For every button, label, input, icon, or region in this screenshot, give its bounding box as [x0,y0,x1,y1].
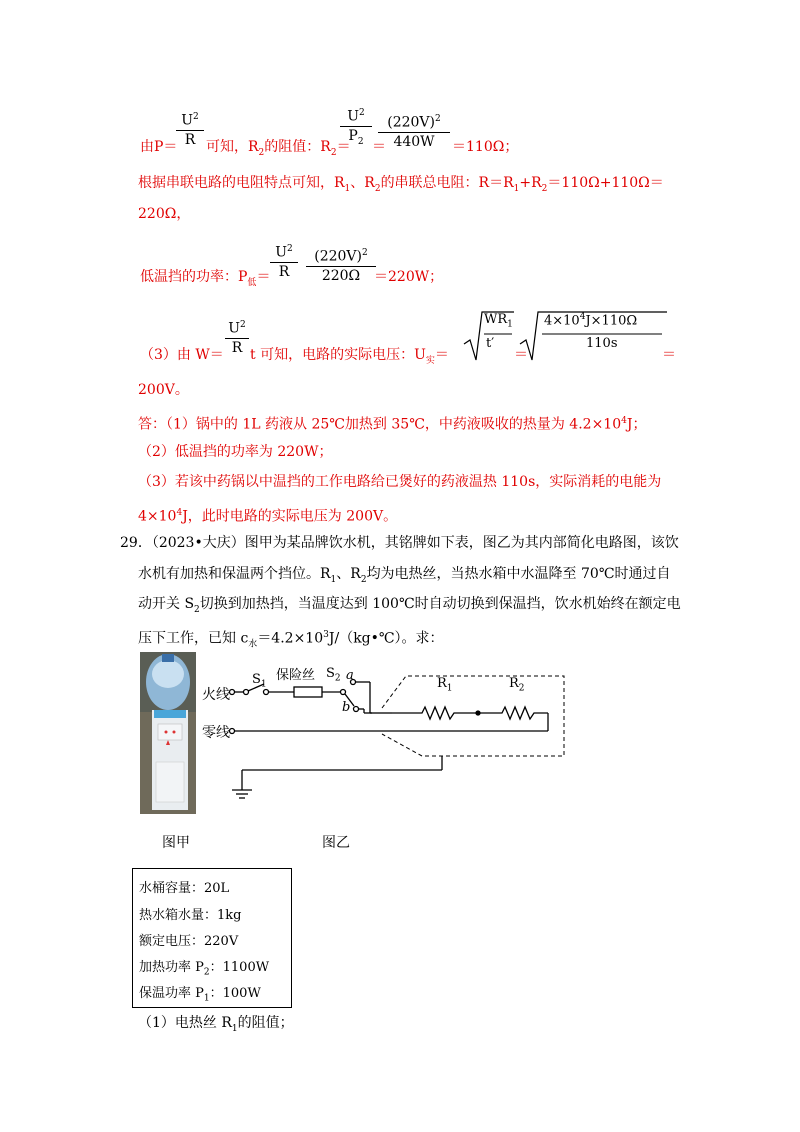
spec-row-heating-power: 加热功率 $P_2$：1100W [139,960,270,978]
sqrt1-numerator: $WR_1$ [484,312,513,330]
line-5-text: （3）由 W＝ [140,347,224,363]
line-1-text-a: 由P＝ [140,139,178,155]
sqrt2-denominator: 110s [586,336,618,351]
line-1-result: ＝110Ω； [452,139,519,155]
nameplate-table [132,868,292,1008]
sqrt1-denominator: t′ [486,336,495,351]
label-r1: $R_1$ [437,676,453,694]
answer-1: 答：（1）锅中的 1L 药液从 25℃加热到 35℃，中药液吸收的热量为 $4.2\times 10^4J$； [138,416,647,433]
spec-row-keep-warm-power: 保温功率 $P_1$：100W [139,986,261,1004]
label-s1: $S_1$ [252,672,267,690]
line-3: 220Ω， [138,206,191,222]
fraction-u2-over-r: $\frac{U^2}{R}$ [176,108,204,149]
spec-row-capacity: 水桶容量：20L [139,881,230,896]
line-4-result: ＝220W； [374,269,444,285]
label-a: a [346,668,354,683]
answer-3b: $4\times 10^4J$，此时电路的实际电压为 200V。 [138,508,398,525]
caption-figure-a: 图甲 [162,835,190,851]
line-5-text-b: t 可知，电路的实际电压：$U_实=$ [250,347,449,366]
water-dispenser-photo [140,652,196,814]
fraction-u2-over-p2: $\frac{U^2}{P_2}$ [340,104,372,150]
question-29-line-3: 动开关 $S_2$切换到加热挡，当温度达到 100℃时自动切换到保温挡，饮水机始终在额定电 [138,596,681,615]
line-4-text: 低温挡的功率：$P_低=$ [140,269,271,288]
line-1-text-b: 可知，$R_2$的阻值：$R_2=$ [206,139,351,158]
line-2-series-resistance: 根据串联电路的电阻特点可知，$R_1$、$R_2$的串联总电阻：$R=R_1+R_2=110\Omega+110\Omega=$ [138,175,664,194]
label-r2: $R_2$ [509,676,525,694]
label-s2: $S_2$ [326,666,341,684]
caption-figure-b: 图乙 [322,835,350,851]
line-5-eq3: ＝ [662,347,676,363]
label-live-wire: 火线 [202,687,230,703]
label-fuse: 保险丝 [276,668,316,683]
spec-row-tank: 热水箱水量：1kg [139,908,242,923]
sub-question-1: （1）电热丝 $R_1$的阻值； [138,1015,294,1034]
spec-row-voltage: 额定电压：220V [139,934,239,949]
question-29-line-4: 压下工作，已知 $c_水=4.2\times 10^3J/(kg•℃)$。求： [138,630,444,650]
answer-3a: （3）若该中药锅以中温挡的工作电路给已煲好的药液温热 110s，实际消耗的电能为 [138,474,662,490]
question-29-line-1: 29．（2023•大庆）图甲为某品牌饮水机，其铭牌如下表，图乙为其内部简化电路图，该饮 [120,535,679,551]
answer-2: （2）低温挡的功率为 220W； [138,444,333,460]
fraction-u2-over-r-3: $\frac{U^2}{R}$ [225,316,249,357]
fraction-220v2-over-440w: $\frac{(220V)^2}{440W}$ [378,110,450,151]
label-b: b [342,700,351,715]
fraction-u2-over-r-2: $\frac{U^2}{R}$ [270,240,298,281]
sqrt2-numerator: $4\times 10^4J\times 110\Omega$ [544,312,638,329]
line-1-eq: ＝ [372,139,386,155]
label-neutral-wire: 零线 [202,725,230,741]
fraction-220v2-over-220ohm: $\frac{(220V)^2}{220\Omega}$ [306,244,376,285]
line-5-eq2: ＝ [514,347,528,363]
line-6: 200V。 [138,382,189,398]
question-29-line-2: 水机有加热和保温两个挡位。$R_1$、$R_2$均为电热丝，当热水箱中水温降至 70℃时通过自 [138,566,671,585]
